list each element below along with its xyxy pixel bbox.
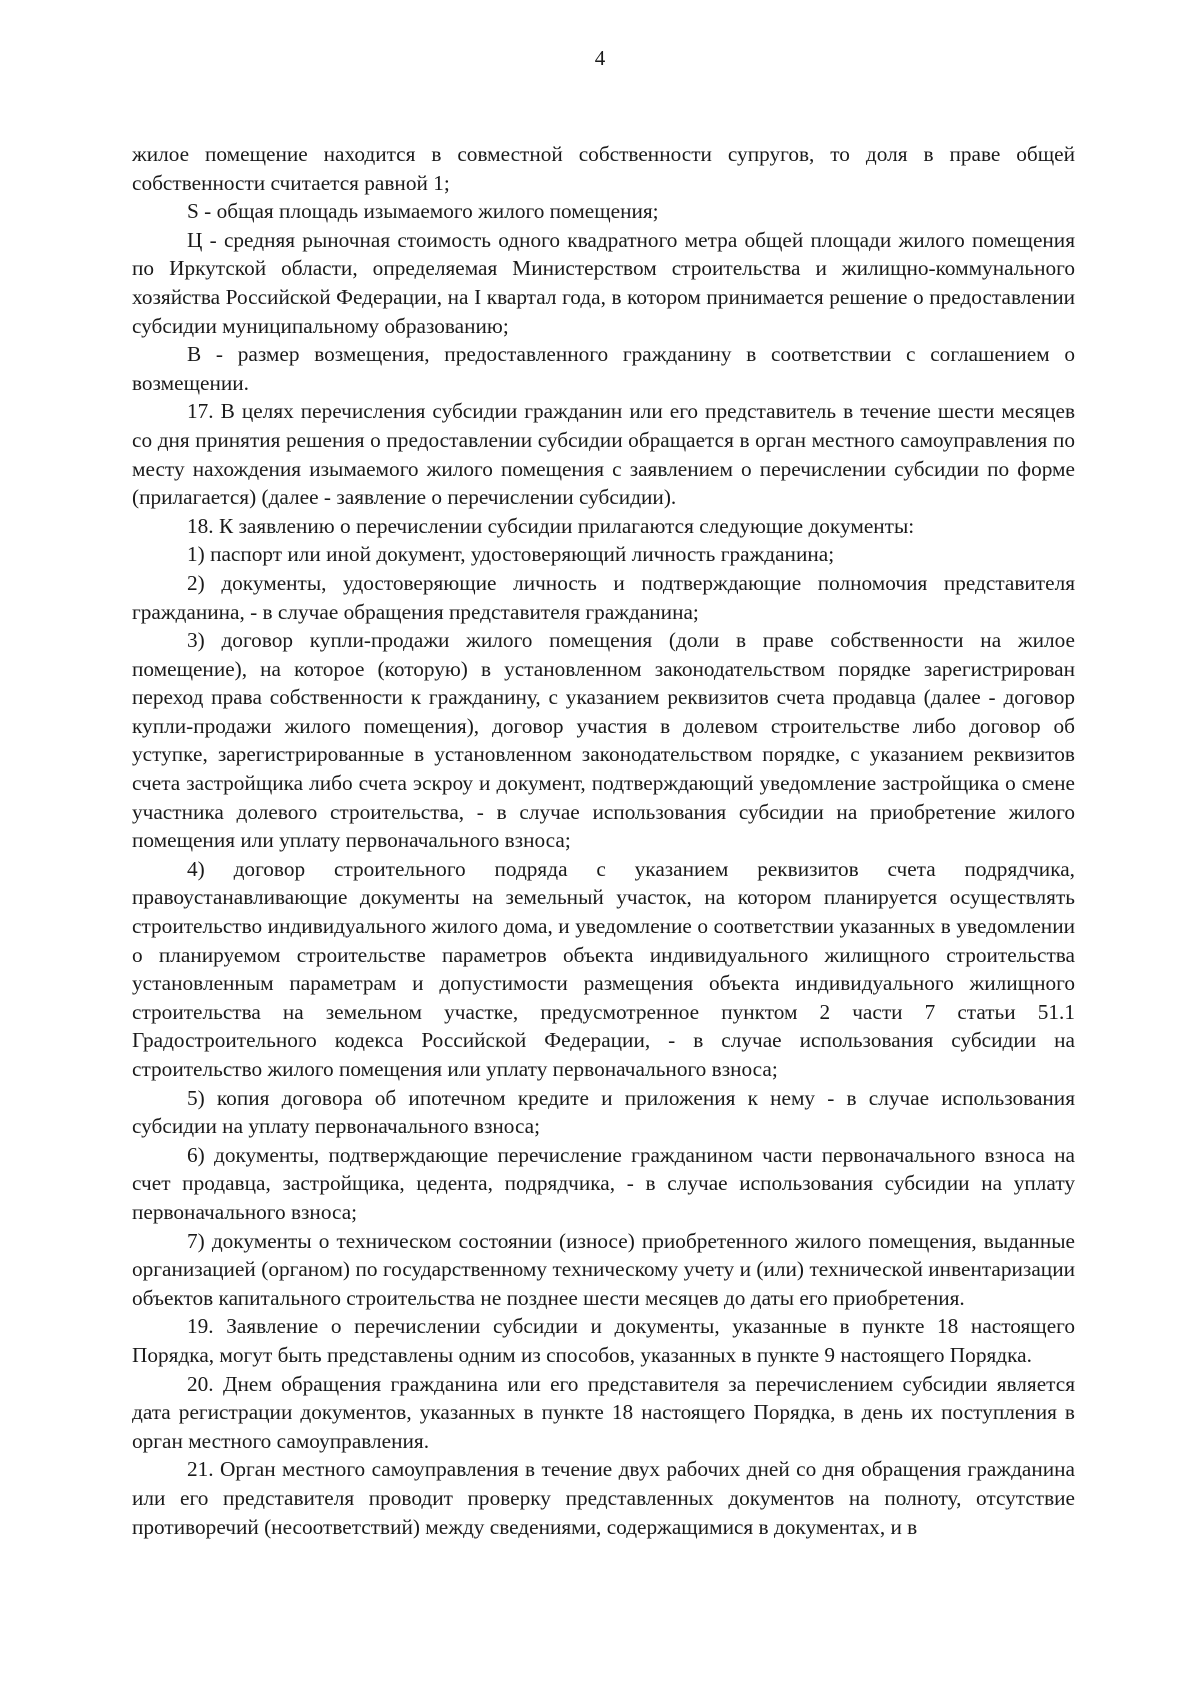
paragraph: 21. Орган местного самоуправления в течение двух рабочих дней со дня обращения гражданина или его представителя проводит проверку представленных документов на полноту, отсутствие противоречий (несоответствий) между сведениями, содержащимися в документах, и в [132,1457,1075,1539]
paragraph: В - размер возмещения, предоставленного гражданину в соответствии с соглашением о возмещении. [132,342,1075,395]
paragraph: 5) копия договора об ипотечном кредите и приложения к нему - в случае использования субсидии на уплату первоначального взноса; [132,1085,1075,1139]
paragraph: 20. Днем обращения гражданина или его представителя за перечислением субсидии является дата регистрации документов, указанных в пункте 18 настоящего Порядка, в день их поступления в орган местного самоуправления. [132,1371,1075,1453]
paragraph: 19. Заявление о перечислении субсидии и документы, указанные в пункте 18 настоящего Порядка, могут быть представлены одним из способов, указанных в пункте 9 настоящего Порядка. [132,1314,1075,1367]
paragraph: 4) договор строительного подряда с указанием реквизитов счета подрядчика, правоустанавливающие документы на земельный участок, на котором планируется осуществлять строительство индивидуального жилого дома, и уведомление о соответствии указанных в уведомлении о планируемом строительстве параметров объекта индивидуального жилищного строительства установленным параметрам и допустимости размещения объекта индивидуального жилищного строительства на земельном участке, предусмотренное пунктом 2 части 7 статьи 51.1 Градостроительного кодекса Российской Федерации, - в случае использования субсидии на строительство жилого помещения или уплату первоначального взноса; [132,856,1075,1081]
paragraph: Ц - средняя рыночная стоимость одного квадратного метра общей площади жилого помещения по Иркутской области, определяемая Министерством строительства и жилищно-коммунального хозяйства Российской Федерации, на I квартал года, в котором принимается решение о предоставлении субсидии муниципальному образованию; [132,227,1075,338]
paragraph: S - общая площадь изымаемого жилого помещения; [187,199,659,224]
paragraph: жилое помещение находится в совместной собственности супругов, то доля в праве общей собственности считается равной 1; [132,142,1075,195]
paragraph: 2) документы, удостоверяющие личность и подтверждающие полномочия представителя гражданина, - в случае обращения представителя гражданина; [132,570,1075,624]
document-body [132,140,1075,1541]
paragraph: 18. К заявлению о перечислении субсидии прилагаются следующие документы: [187,513,915,538]
paragraph: 17. В целях перечисления субсидии гражданин или его представитель в течение шести месяцев со дня принятия решения о предоставлении субсидии обращается в орган местного самоуправления по месту нахождения изымаемого жилого помещения с заявлением о перечислении субсидии по форме (прилагается) (далее - заявление о перечислении субсидии). [132,399,1075,510]
paragraph: 6) документы, подтверждающие перечисление гражданином части первоначального взноса на счет продавца, застройщика, цедента, подрядчика, - в случае использования субсидии на уплату первоначального взноса; [132,1142,1075,1224]
paragraph: 1) паспорт или иной документ, удостоверяющий личность гражданина; [187,542,835,567]
page-number: 4 [594,46,606,70]
paragraph: 3) договор купли-продажи жилого помещения (доли в праве собственности на жилое помещение), на которое (которую) в установленном законодательством порядке зарегистрирован переход права собственности к гражданину, с указанием реквизитов счета продавца (далее - договор купли-продажи жилого помещения), договор участия в долевом строительстве либо договор об уступке, зарегистрированные в установленном законодательством порядке, с указанием реквизитов счета застройщика либо счета эскроу и документ, подтверждающий уведомление застройщика о смене участника долевого строительства, - в случае использования субсидии на приобретение жилого помещения или уплату первоначального взноса; [132,628,1075,853]
paragraph: 7) документы о техническом состоянии (износе) приобретенного жилого помещения, выданные организацией (органом) по государственному техническому учету и (или) технической инвентаризации объектов капитального строительства не позднее шести месяцев до даты его приобретения. [132,1228,1075,1310]
